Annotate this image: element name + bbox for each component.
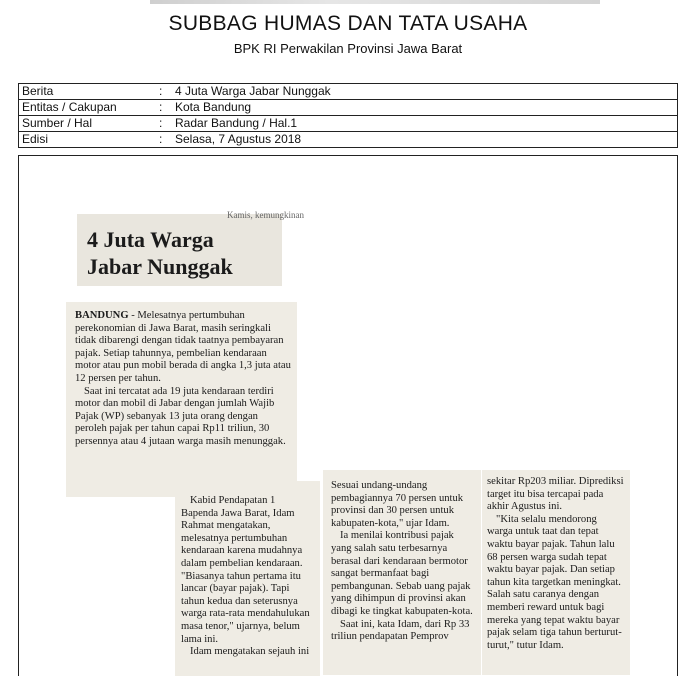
meta-sep: : — [155, 116, 172, 132]
meta-sep: : — [155, 132, 172, 148]
meta-row-berita — [19, 84, 678, 100]
meta-table — [18, 83, 678, 148]
page-title: SUBBAG HUMAS DAN TATA USAHA — [168, 12, 528, 35]
meta-value: Selasa, 7 Agustus 2018 — [172, 132, 678, 148]
paragraph-text: - Melesatnya pertumbuhan perekonomian di Jawa Barat, masih seringkali tidak dibarengi dengan tidak taatnya pembayaran pajak. Setiap tahunnya, pembelian kendaraan motor atau pun mobil berada di angka 1,3 juta atau 12 persen per tahun. — [75, 310, 291, 384]
column-2-clipping — [323, 470, 481, 675]
article-paragraph: Idam mengatakan sejauh ini — [190, 646, 310, 658]
article-paragraph: Saat ini tercatat ada 19 juta kendaraan terdiri motor dan mobil di Jabar dengan jumlah Wajib Pajak (WP) sebanyak 13 juta orang dengan peroleh pajak per tahun capai Rp11 triliun, 30 persennya atau 4 jutaan warga masih menunggak. — [75, 385, 286, 447]
article-paragraph: "Kita selalu mendorong warga untuk taat dan tepat waktu bayar pajak. Tahun lalu 68 persen warga sudah tepat waktu bayar pajak. Dan setiap tahun kita targetkan meningkat. Salah satu caranya dengan memberi reward untuk bagi mereka yang tepat waktu bayar pajak selam tiga tahun berturut-turut," tutur Idam. — [487, 513, 622, 651]
meta-key: Entitas / Cakupan — [19, 100, 156, 116]
meta-row-entitas — [19, 100, 678, 116]
column-1-clipping — [175, 481, 320, 676]
meta-key: Edisi — [19, 132, 156, 148]
top-strip — [150, 0, 600, 4]
article-paragraph: sekitar Rp203 miliar. Diprediksi target itu bisa tercapai pada akhir Agustus ini. — [487, 476, 624, 513]
meta-sep: : — [155, 100, 172, 116]
meta-sep: : — [155, 84, 172, 100]
article-paragraph: Sesuai undang-undang pembagiannya 70 persen untuk provinsi dan 30 persen untuk kabupaten-kota," ujar Idam. — [331, 480, 464, 529]
main-article-clipping — [66, 302, 297, 497]
dateline: BANDUNG — [75, 310, 129, 321]
article-paragraph: Ia menilai kontribusi pajak yang salah satu terbesarnya berasal dari kendaraan bermotor sangat bermanfaat bagi pembangunan. Sebab uang pajak yang dihimpun di provinsi akan dibagi ke tingkat kabupaten-kota. — [331, 530, 473, 617]
meta-value: Radar Bandung / Hal.1 — [172, 116, 678, 132]
headline-line-1: 4 Juta Warga — [87, 227, 214, 252]
headline-line-2: Jabar Nunggak — [87, 254, 233, 279]
meta-value: Kota Bandung — [172, 100, 678, 116]
article-paragraph: Kabid Pendapatan 1 Bapenda Jawa Barat, Idam Rahmat mengatakan, melesatnya pertumbuhan kendaraan karena mudahnya dalam pembelian kendaraan. "Biasanya tahun pertama itu lancar (bayar pajak). Tapi tahun kedua dan seterusnya warga rata-rata mendahulukan masa tenor," ujarnya, belum lama ini. — [181, 495, 310, 645]
article-headline — [87, 226, 233, 280]
meta-row-edisi — [19, 132, 678, 148]
article-paragraph — [75, 310, 291, 386]
article-paragraph: Saat ini, kata Idam, dari Rp 33 triliun pendapatan Pemprov — [331, 618, 470, 643]
meta-row-sumber — [19, 116, 678, 132]
page-subtitle: BPK RI Perwakilan Provinsi Jawa Barat — [233, 41, 463, 56]
headline-clipping — [77, 210, 304, 286]
meta-key: Sumber / Hal — [19, 116, 156, 132]
meta-key: Berita — [19, 84, 156, 100]
headline-top-fragment: Kamis, kemungkinan — [227, 210, 304, 220]
column-3-clipping — [482, 470, 630, 675]
meta-value: 4 Juta Warga Jabar Nunggak — [172, 84, 678, 100]
